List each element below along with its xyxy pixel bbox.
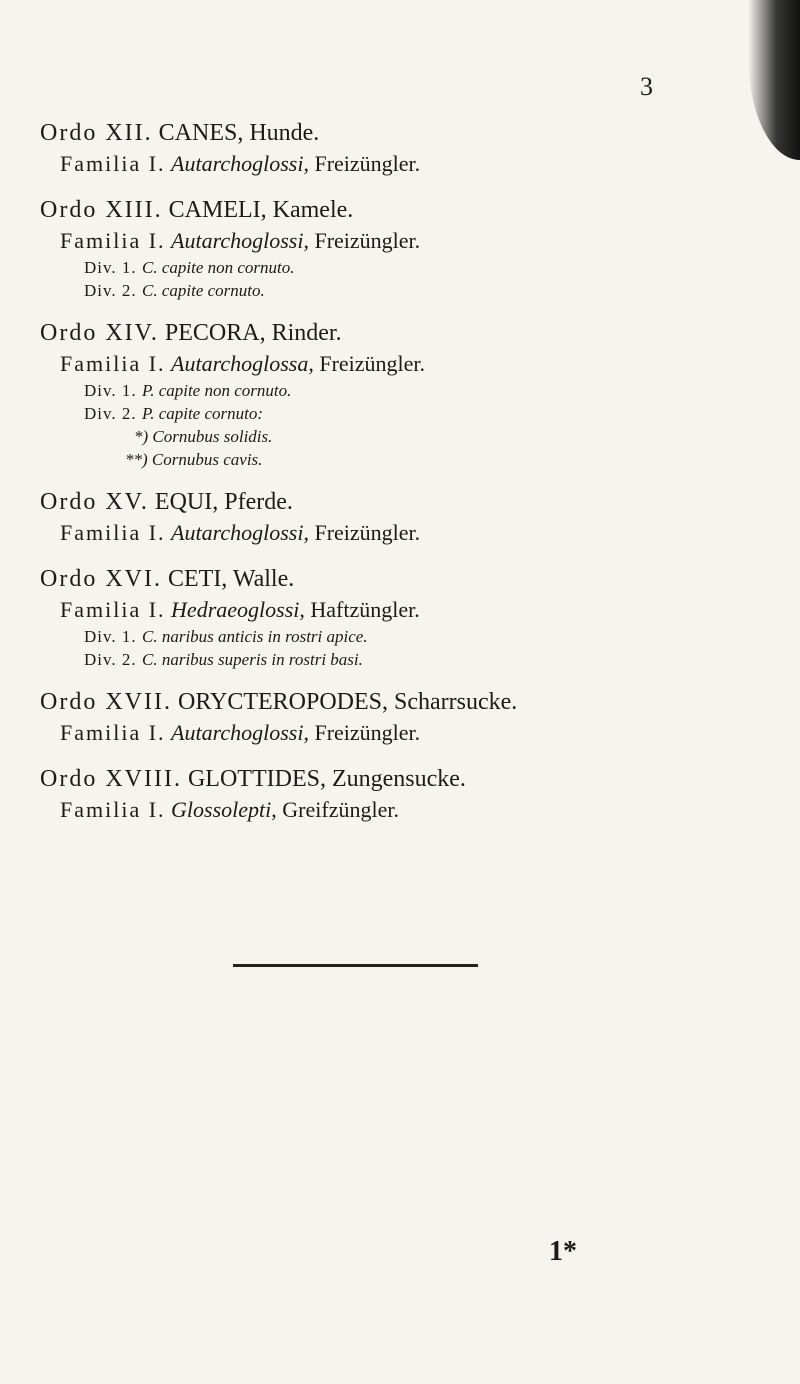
familia-german: , Freizüngler.	[303, 520, 421, 545]
ordo-block	[40, 487, 780, 548]
familia-german: , Greifzüngler.	[271, 797, 399, 822]
ordo-name: CETI, Walle.	[167, 566, 295, 592]
ordo-heading	[40, 318, 780, 349]
ordo-block	[40, 318, 780, 471]
ordo-number: Ordo XVII.	[40, 689, 172, 715]
familia-line	[40, 149, 780, 179]
familia-line	[40, 518, 780, 548]
familia-label: Familia I.	[60, 228, 166, 253]
division-text: C. capite cornuto.	[142, 281, 265, 300]
familia-latin: Hedraeoglossi	[171, 597, 300, 622]
ordo-name: ORYCTEROPODES, Scharrsucke.	[177, 689, 518, 715]
familia-latin: Autarchoglossi	[171, 520, 304, 545]
ordo-block	[40, 687, 780, 748]
familia-label: Familia I.	[60, 520, 166, 545]
familia-latin: Glossolepti	[171, 797, 272, 822]
ordo-name: CANES, Hunde.	[158, 120, 320, 146]
familia-line	[40, 795, 780, 825]
ordo-heading	[40, 687, 780, 718]
division-text: C. capite non cornuto.	[142, 258, 295, 277]
division-line	[40, 379, 780, 402]
division-label: Div. 2.	[84, 404, 137, 423]
division-text: P. capite non cornuto.	[142, 381, 292, 400]
familia-latin: Autarchoglossa	[171, 351, 309, 376]
familia-german: , Haftzüngler.	[299, 597, 420, 622]
division-label: Div. 1.	[84, 627, 137, 646]
division-text: C. naribus anticis in rostri apice.	[142, 627, 368, 646]
ordo-number: Ordo XIV.	[40, 320, 159, 346]
division-text: C. naribus superis in rostri basi.	[142, 650, 363, 669]
ordo-block	[40, 564, 780, 671]
ordo-number: Ordo XIII.	[40, 197, 163, 223]
subdivision-note: **) Cornubus cavis.	[125, 450, 263, 469]
taxonomy-list	[40, 118, 780, 841]
subdivision-note: *) Cornubus solidis.	[134, 427, 273, 446]
familia-label: Familia I.	[60, 151, 166, 176]
ordo-number: Ordo XVIII.	[40, 766, 182, 792]
familia-latin: Autarchoglossi	[171, 228, 304, 253]
familia-label: Familia I.	[60, 797, 166, 822]
familia-german: , Freizüngler.	[303, 228, 421, 253]
familia-german: , Freizüngler.	[303, 720, 421, 745]
sheet-signature-mark: 1*	[549, 1236, 577, 1267]
end-rule	[233, 964, 478, 967]
division-line	[40, 256, 780, 279]
ordo-number: Ordo XV.	[40, 489, 149, 515]
ordo-heading	[40, 118, 780, 149]
ordo-number: Ordo XVI.	[40, 566, 162, 592]
ordo-number: Ordo XII.	[40, 120, 153, 146]
familia-line	[40, 349, 780, 379]
familia-label: Familia I.	[60, 720, 166, 745]
ordo-name: CAMELI, Kamele.	[168, 197, 354, 223]
division-label: Div. 2.	[84, 281, 137, 300]
division-line	[40, 402, 780, 425]
familia-label: Familia I.	[60, 351, 166, 376]
page-number: 3	[640, 72, 653, 101]
ordo-block	[40, 118, 780, 179]
familia-line	[40, 595, 780, 625]
ordo-block	[40, 195, 780, 302]
ordo-heading	[40, 195, 780, 226]
familia-german: , Freizüngler.	[308, 351, 426, 376]
familia-latin: Autarchoglossi	[171, 720, 304, 745]
familia-line	[40, 226, 780, 256]
familia-latin: Autarchoglossi	[171, 151, 304, 176]
division-line	[40, 648, 780, 671]
ordo-name: GLOTTIDES, Zungensucke.	[187, 766, 466, 792]
division-label: Div. 2.	[84, 650, 137, 669]
division-label: Div. 1.	[84, 258, 137, 277]
ordo-block	[40, 764, 780, 825]
ordo-heading	[40, 487, 780, 518]
ordo-heading	[40, 764, 780, 795]
ordo-name: EQUI, Pferde.	[154, 489, 293, 515]
division-text: P. capite cornuto:	[142, 404, 264, 423]
division-line	[40, 625, 780, 648]
division-label: Div. 1.	[84, 381, 137, 400]
division-line	[40, 279, 780, 302]
ordo-name: PECORA, Rinder.	[164, 320, 342, 346]
ordo-heading	[40, 564, 780, 595]
familia-label: Familia I.	[60, 597, 166, 622]
familia-german: , Freizüngler.	[303, 151, 421, 176]
familia-line	[40, 718, 780, 748]
